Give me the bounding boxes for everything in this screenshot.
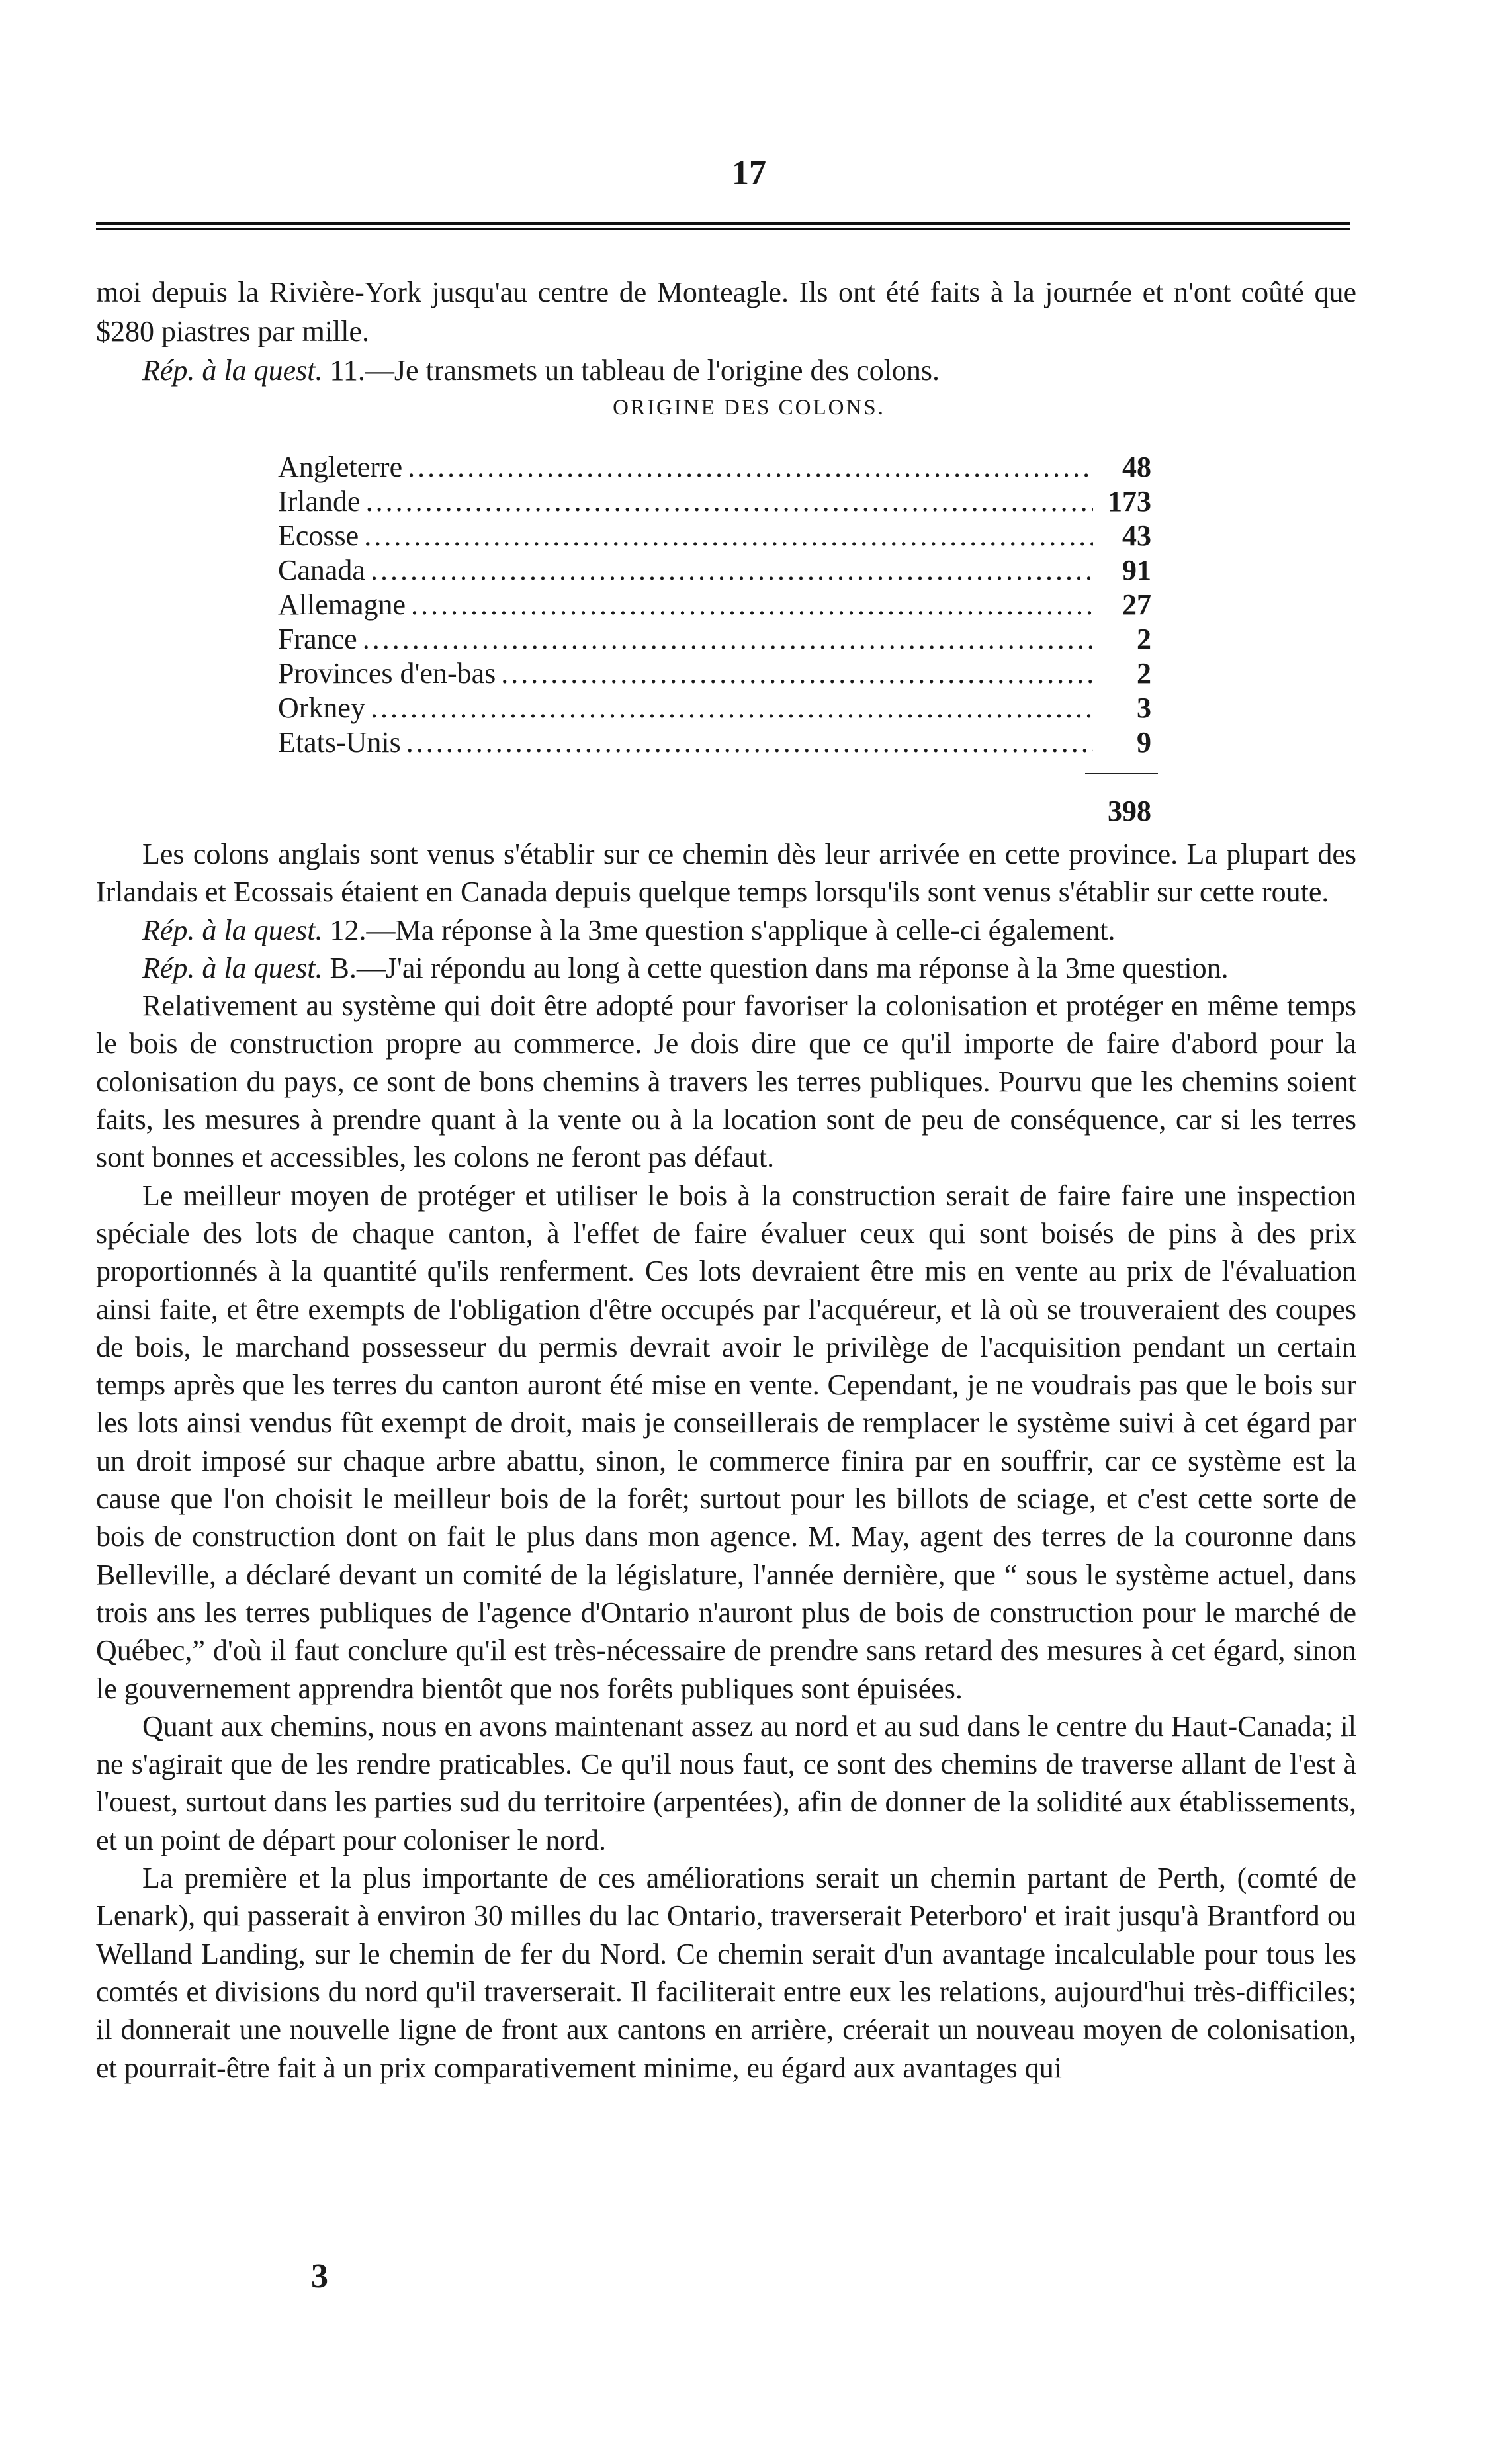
paragraph-systeme: Relativement au système qui doit être adopté pour favoriser la colonisation et protéger en même temps le bois de construction propre au commerce. Je dois dire que ce qu'il importe de faire d'abord pour la colonisation du pays, ce sont de bons chemins à travers les terres publiques. Pourvu que les chemins soient faits, les mesures à prendre quant à la vente ou à la location sont de peu de conséquence, car si les terres sont bonnes et accessibles, les colons ne feront pas défaut.	[96, 989, 1356, 1174]
table-title: ORIGINE DES COLONS.	[613, 396, 885, 420]
table-row	[278, 519, 1151, 553]
intro-block	[96, 273, 1356, 390]
row-value: 2	[1137, 623, 1151, 655]
table-row	[278, 484, 1151, 519]
table-row	[278, 657, 1151, 691]
origin-table	[278, 450, 1151, 760]
row-name: Provinces d'en-bas	[278, 657, 496, 690]
row-value: 3	[1137, 692, 1151, 724]
page-number: 17	[732, 154, 766, 192]
row-name: Orkney	[278, 692, 365, 724]
answer-12-label: Rép. à la quest.	[142, 913, 323, 946]
table-row	[278, 553, 1151, 588]
table-row	[278, 691, 1151, 725]
table-row	[278, 725, 1151, 760]
table-total: 398	[1108, 795, 1151, 827]
answer-12-text: 12.—Ma réponse à la 3me question s'applique à celle-ci également.	[330, 913, 1116, 946]
signature-mark: 3	[311, 2258, 328, 2295]
row-name: Ecosse	[278, 520, 359, 552]
row-value: 173	[1108, 485, 1151, 518]
table-row	[278, 450, 1151, 484]
row-value: 9	[1137, 726, 1151, 758]
answer-11	[96, 351, 1356, 390]
intro-paragraph: moi depuis la Rivière-York jusqu'au centre de Monteagle. Ils ont été faits à la journée et n'ont coûté que $280 piastres par mille.	[96, 276, 1356, 347]
answer-11-label: Rép. à la quest.	[142, 354, 323, 387]
row-name: Allemagne	[278, 588, 406, 621]
answer-b	[96, 949, 1356, 987]
sum-rule	[1085, 773, 1158, 774]
paragraph-chemins: Quant aux chemins, nous en avons maintenant assez au nord et au sud dans le centre du Haut-Canada; il ne s'agirait que de les rendre praticables. Ce qu'il nous faut, ce sont des chemins de traverse allant de l'est à l'ouest, surtout dans les parties sud du territoire (arpentées), afin de donner de la solidité aux établissements, et un point de départ pour coloniser le nord.	[96, 1710, 1356, 1856]
row-value: 48	[1122, 451, 1151, 483]
row-value: 27	[1122, 588, 1151, 621]
paragraph-bois: Le meilleur moyen de protéger et utiliser le bois à la construction serait de faire faire une inspection spéciale des lots de chaque canton, à l'effet de faire évaluer ceux qui sont boisés de pins à des prix proportionnés à la quantité qu'ils renferment. Ces lots devraient être mis en vente au prix de l'évaluation ainsi faite, et être exempts de l'obligation d'être occupés par l'acquéreur, et là où se trouveraient des coupes de bois, le marchand possesseur du permis devrait avoir le privilège de l'acquisition pendant un certain temps après que les terres du canton auront été mise en vente. Cependant, je ne voudrais pas que le bois sur les lots ainsi vendus fût exempt de droit, mais je conseillerais de remplacer le système suivi à cet égard par un droit imposé sur chaque arbre abattu, sinon, le commerce finira par en souffrir, car ce système est la cause que l'on choisit le meilleur bois de la forêt; surtout pour les billots de sciage, et c'est cette sorte de bois de construction dont on fait le plus dans mon agence. M. May, agent des terres de la couronne dans Belleville, a déclaré devant un comité de la législature, l'année dernière, que “ sous le système actuel, dans trois ans les terres publiques de l'agence d'Ontario n'auront plus de bois de construction pour le marché de Québec,” d'où il faut conclure qu'il est très-nécessaire de prendre sans retard des mesures à cet égard, sinon le gouvernement apprendra bientôt que nos forêts publiques sont épuisées.	[96, 1179, 1356, 1705]
row-value: 91	[1122, 554, 1151, 586]
body-text	[96, 835, 1356, 2087]
row-name: France	[278, 623, 357, 655]
answer-12	[96, 911, 1356, 949]
answer-b-text: B.—J'ai répondu au long à cette question dans ma réponse à la 3me question.	[330, 951, 1229, 984]
answer-b-label: Rép. à la quest.	[142, 951, 323, 984]
row-value: 43	[1122, 520, 1151, 552]
table-row	[278, 588, 1151, 622]
row-name: Etats-Unis	[278, 726, 401, 758]
paragraph-colons: Les colons anglais sont venus s'établir sur ce chemin dès leur arrivée en cette province. La plupart des Irlandais et Ecossais étaient en Canada depuis quelque temps lorsqu'ils sont venus s'établir sur cette route.	[96, 838, 1356, 909]
row-name: Canada	[278, 554, 365, 586]
row-value: 2	[1137, 657, 1151, 690]
paragraph-perth: La première et la plus importante de ces améliorations serait un chemin partant de Perth, (comté de Lenark), qui passerait à environ 30 milles du lac Ontario, traverserait Peterboro' et irait jusqu'à Brantford ou Welland Landing, sur le chemin de fer du Nord. Ce chemin serait d'un avantage incalculable pour tous les comtés et divisions du nord qu'il traverserait. Il faciliterait entre eux les relations, aujourd'hui très-difficiles; il donnerait une nouvelle ligne de front aux cantons en arrière, créerait un nouveau moyen de colonisation, et pourrait-être fait à un prix comparativement minime, eu égard aux avantages qui	[96, 1862, 1356, 2084]
row-name: Irlande	[278, 485, 361, 518]
row-name: Angleterre	[278, 451, 403, 483]
answer-11-text: 11.—Je transmets un tableau de l'origine des colons.	[330, 354, 940, 387]
table-row	[278, 622, 1151, 657]
header-rule	[96, 222, 1350, 230]
